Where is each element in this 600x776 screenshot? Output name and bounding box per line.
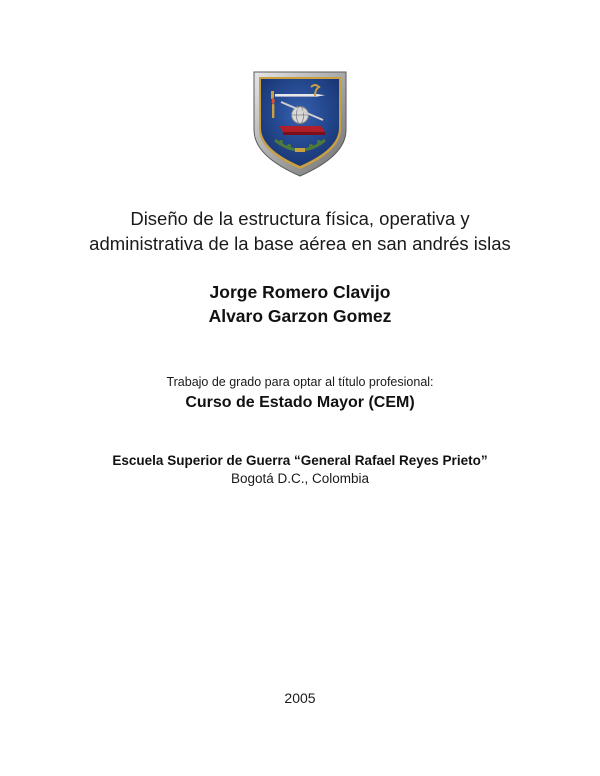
publication-year: 2005 bbox=[284, 690, 316, 706]
author-name: Jorge Romero Clavijo bbox=[209, 282, 391, 302]
degree-intro: Trabajo de grado para optar al título profesional: bbox=[166, 375, 434, 389]
degree-name: Curso de Estado Mayor (CEM) bbox=[185, 394, 415, 411]
title-line: Diseño de la estructura física, operativa y bbox=[130, 208, 470, 229]
shield-crest-icon bbox=[251, 70, 349, 178]
author-list bbox=[0, 280, 600, 328]
city-name: Bogotá D.C., Colombia bbox=[230, 471, 370, 486]
title-line: administrativa de la base aérea en san andrés islas bbox=[89, 233, 511, 254]
author-name: Alvaro Garzon Gomez bbox=[208, 306, 392, 326]
document-title bbox=[0, 206, 600, 256]
institution-name: Escuela Superior de Guerra “General Rafael Reyes Prieto” bbox=[112, 453, 488, 468]
